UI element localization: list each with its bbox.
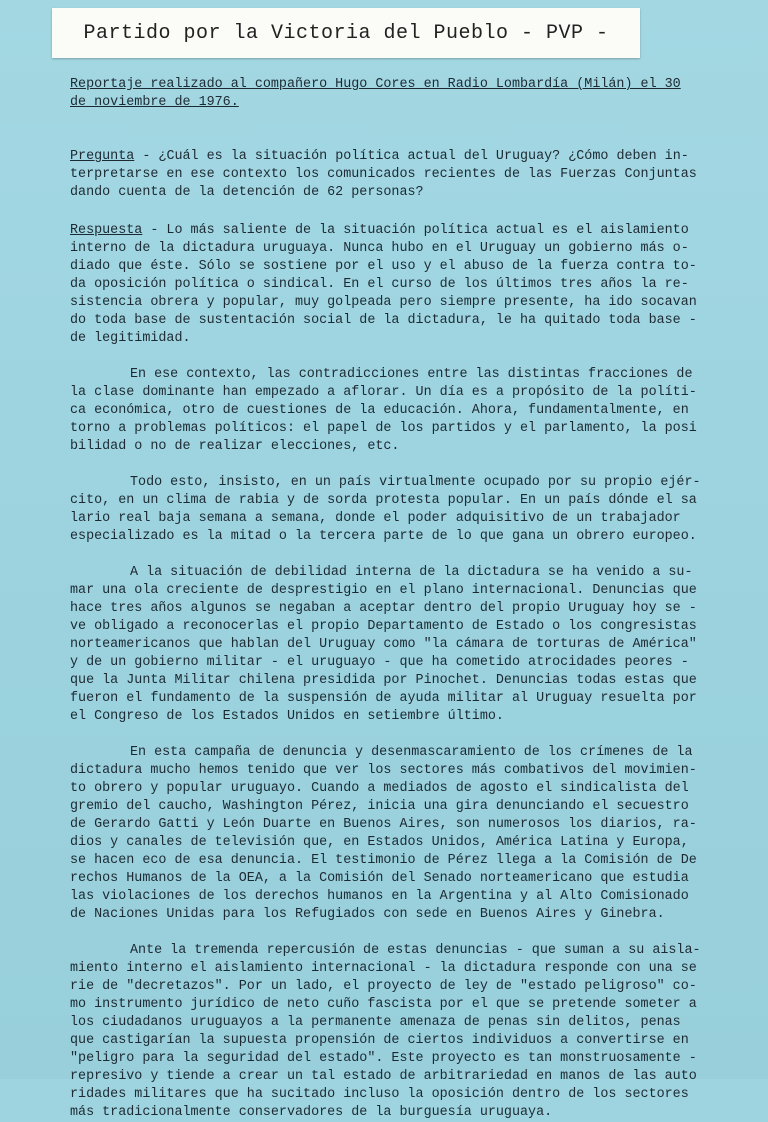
paragraph-line: especializado es la mitad o la tercera parte de lo que gana un obrero europeo.: [70, 529, 697, 544]
paragraph-line: ve obligado a reconocerlas el propio Departamento de Estado o los congresistas: [70, 619, 697, 634]
paragraph-line: mar una ola creciente de desprestigio en el plano internacional. Denuncias que: [70, 583, 697, 598]
paragraph-line: ca económica, otro de cuestiones de la educación. Ahora, fundamentalmente, en: [70, 403, 689, 418]
question-text: - ¿Cuál es la situación política actual del Uruguay? ¿Cómo deben in-: [134, 149, 689, 164]
answer-line: da oposición política o sindical. En el curso de los últimos tres años la re-: [70, 277, 689, 292]
paragraph-line: Todo esto, insisto, en un país virtualmente ocupado por su propio ejér-: [130, 475, 701, 490]
paragraph-line: norteamericanos que hablan del Uruguay como "la cámara de torturas de América": [70, 637, 697, 652]
question-line: dando cuenta de la detención de 62 personas?: [70, 185, 424, 200]
paragraph-line: to obrero y popular uruguayo. Cuando a mediados de agosto el sindicalista del: [70, 781, 689, 796]
paragraph-line: miento interno el aislamiento internacional - la dictadura responde con una se: [70, 961, 697, 976]
paragraph-line: y de un gobierno militar - el uruguayo - que ha cometido atrocidades peores -: [70, 655, 689, 670]
answer-line: do toda base de sustentación social de la dictadura, le ha quitado toda base -: [70, 313, 697, 328]
answer-paragraph: [70, 222, 738, 348]
subtitle: [70, 76, 738, 112]
paragraph-line: cito, en un clima de rabia y de sorda protesta popular. En un país dónde el sa: [70, 493, 697, 508]
paragraph-line: rechos Humanos de la OEA, a la Comisión del Senado norteamericano que estudia: [70, 871, 689, 886]
document-body: [70, 76, 738, 1122]
question-line: terpretarse en ese contexto los comunicados recientes de las Fuerzas Conjuntas: [70, 167, 697, 182]
paragraph-line: el Congreso de los Estados Unidos en setiembre último.: [70, 709, 504, 724]
paragraph-line: torno a problemas políticos: el papel de los partidos y el parlamento, la posi: [70, 421, 697, 436]
body-paragraph-5: [70, 942, 738, 1122]
paragraph-line: dictadura mucho hemos tenido que ver los sectores más combativos del movimien-: [70, 763, 697, 778]
paragraph-line: hace tres años algunos se negaban a aceptar dentro del propio Uruguay hoy se -: [70, 601, 697, 616]
answer-line: de legitimidad.: [70, 331, 191, 346]
paragraph-line: de Naciones Unidas para los Refugiados con sede en Buenos Aires y Ginebra.: [70, 907, 665, 922]
body-paragraph-4: [70, 744, 738, 924]
paragraph-line: En esta campaña de denuncia y desenmascaramiento de los crímenes de la: [130, 745, 693, 760]
paragraph-line: ridades militares que ha sucitado incluso la oposición dentro de los sectores: [70, 1087, 689, 1102]
paragraph-line: mo instrumento jurídico de neto cuño fascista por el que se pretende someter a: [70, 997, 697, 1012]
paragraph-line: los ciudadanos uruguayos a la permanente amenaza de penas sin delitos, penas: [70, 1015, 681, 1030]
paragraph-line: de Gerardo Gatti y León Duarte en Buenos Aires, son numerosos los diarios, ra-: [70, 817, 697, 832]
subtitle-line: Reportaje realizado al compañero Hugo Cores en Radio Lombardía (Milán) el 30: [70, 77, 681, 92]
paragraph-line: bilidad o no de realizar elecciones, etc.: [70, 439, 400, 454]
question-label: Pregunta: [70, 149, 135, 164]
paragraph-line: Ante la tremenda repercusión de estas denuncias - que suman a su aisla-: [130, 943, 701, 958]
paragraph-line: la clase dominante han empezado a aflorar. Un día es a propósito de la políti-: [70, 385, 697, 400]
body-paragraph-2: [70, 474, 738, 546]
title-label: [52, 8, 640, 58]
paragraph-line: lario real baja semana a semana, donde el poder adquisitivo de un trabajador: [70, 511, 681, 526]
paragraph-line: más tradicionalmente conservadores de la burguesía uruguaya.: [70, 1105, 553, 1120]
answer-line: diado que éste. Sólo se sostiene por el uso y el abuso de la fuerza contra to-: [70, 259, 697, 274]
paragraph-line: En ese contexto, las contradicciones entre las distintas fracciones de: [130, 367, 693, 382]
body-paragraph-1: [70, 366, 738, 456]
paragraph-line: fueron el fundamento de la suspensión de ayuda militar al Uruguay resuelta por: [70, 691, 697, 706]
paragraph-line: las violaciones de los derechos humanos en la Argentina y al Alto Comisionado: [70, 889, 689, 904]
paragraph-line: represivo y tiende a crear un tal estado de arbitrariedad en manos de las auto: [70, 1069, 697, 1084]
paragraph-line: dios y canales de televisión que, en Estados Unidos, América Latina y Europa,: [70, 835, 689, 850]
answer-text: - Lo más saliente de la situación política actual es el aislamiento: [142, 223, 689, 238]
paragraph-line: A la situación de debilidad interna de la dictadura se ha venido a su-: [130, 565, 693, 580]
answer-line: interno de la dictadura uruguaya. Nunca hubo en el Uruguay un gobierno más o-: [70, 241, 689, 256]
answer-line: sistencia obrera y popular, muy golpeada pero siempre presente, ha ido socavan: [70, 295, 697, 310]
paragraph-line: se hacen eco de esa denuncia. El testimonio de Pérez llega a la Comisión de De: [70, 853, 697, 868]
paragraph-line: que la Junta Militar chilena presidida por Pinochet. Denuncias todas estas que: [70, 673, 697, 688]
answer-label: Respuesta: [70, 223, 143, 238]
paragraph-line: rie de "decretazos". Por un lado, el proyecto de ley de "estado peligroso" co-: [70, 979, 697, 994]
question-paragraph: [70, 148, 738, 202]
body-paragraph-3: [70, 564, 738, 726]
document-title: Partido por la Victoria del Pueblo - PVP -: [83, 21, 609, 45]
subtitle-line: de noviembre de 1976.: [70, 95, 239, 110]
paragraph-line: que castigarían la supuesta propensión de ciertos individuos a convertirse en: [70, 1033, 689, 1048]
paragraph-line: "peligro para la seguridad del estado". Este proyecto es tan monstruosamente -: [70, 1051, 697, 1066]
paragraph-line: gremio del caucho, Washington Pérez, inicia una gira denunciando el secuestro: [70, 799, 689, 814]
